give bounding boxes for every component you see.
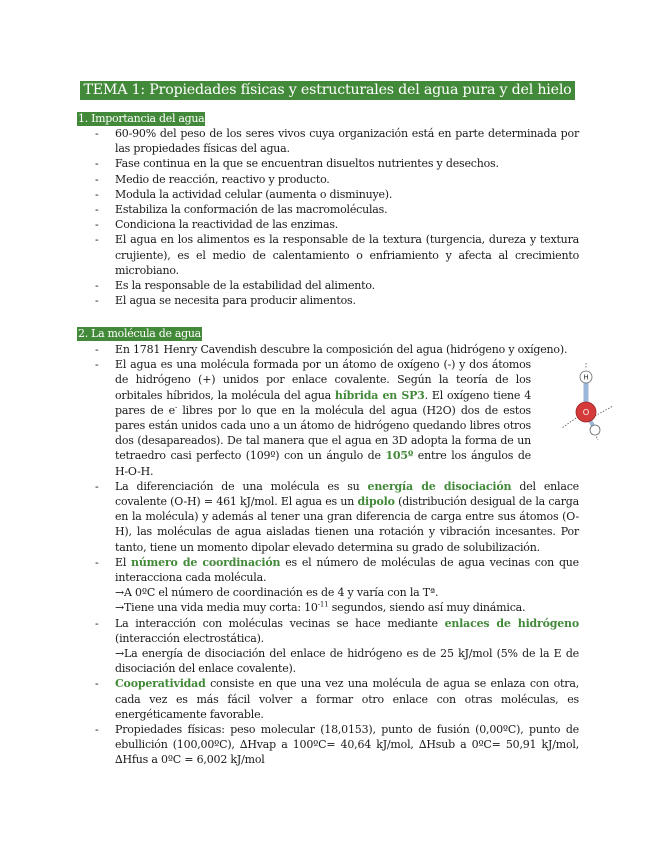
molecule-list <box>93 342 579 768</box>
hydrogen-atom <box>590 425 600 435</box>
importance-list <box>93 126 579 308</box>
highlight-term: enlaces de hidrógeno <box>444 616 579 630</box>
list-item: - En 1781 Henry Cavendish descubre la composición del agua (hidrógeno y oxígeno). <box>93 342 579 357</box>
page-title: TEMA 1: Propiedades físicas y estructurales del agua pura y del hielo <box>80 81 574 100</box>
list-item-cooperativity: - Cooperatividad consiste en que una vez una molécula de agua se enlaza con otra, cada vez es más fácil volver a formar otro enlace con otras moléculas, es energéticamente favorable. <box>93 676 579 722</box>
list-item: - Es la responsable de la estabilidad del alimento. <box>93 278 579 293</box>
list-item: - El agua en los alimentos es la responsable de la textura (turgencia, dureza y textura crujiente), es el medio de calentamiento o enfriamiento y afecta al crecimiento microbiano. <box>93 232 579 278</box>
list-item: - Condiciona la reactividad de las enzimas. <box>93 217 579 232</box>
list-item: - Estabiliza la conformación de las macromoléculas. <box>93 202 579 217</box>
list-item: - Modula la actividad celular (aumenta o disminuye). <box>93 187 579 202</box>
oxygen-label: O <box>582 408 590 417</box>
highlight-term: número de coordinación <box>131 555 281 569</box>
list-item-properties: - Propiedades físicas: peso molecular (18,0153), punto de fusión (0,00ºC), punto de ebullición (100,00ºC), ∆Hvap a 100ºC= 40,64 kJ/mol, ∆Hsub a 0ºC= 50,91 kJ/mol, ∆Hfus a 0ºC = 6,002 kJ/mol <box>93 722 579 768</box>
list-item: - Fase continua en la que se encuentran disueltos nutrientes y desechos. <box>93 156 579 171</box>
sub-note: →A 0ºC el número de coordinación es de 4 y varía con la Tª. <box>115 586 439 600</box>
highlight-term: Cooperatividad <box>115 677 206 691</box>
section-heading-molecule: 2. La molécula de agua <box>78 327 201 340</box>
list-item: - Medio de reacción, reactivo y producto. <box>93 172 579 187</box>
hydrogen-label: H <box>583 374 589 382</box>
list-item-coordination: - El número de coordinación es el número de moléculas de agua vecinas con que interacciona cada molécula. →A 0ºC el número de coordinación es de 4 y varía con la Tª. →Tiene una vida media muy corta: $10^{-11}$ segundos, siendo así muy dinámica. <box>93 555 579 616</box>
highlight-term: energía de disociación <box>367 479 512 493</box>
sub-note: →Tiene una vida media muy corta: $10^{-11}$ segundos, siendo así muy dinámica. <box>115 600 526 615</box>
page-title-wrap <box>0 79 655 98</box>
section-heading-importance: 1. Importancia del agua <box>78 112 205 125</box>
highlight-term: dipolo <box>357 495 395 509</box>
highlight-term: híbrida en SP3 <box>334 388 425 402</box>
list-item: - El agua se necesita para producir alimentos. <box>93 293 579 308</box>
list-item-dissociation: - La diferenciación de una molécula es su energía de disociación del enlace covalente (O-H) = 461 kJ/mol. El agua es un dipolo (distribución desigual de la carga en la molécula) y además al tener una gran diferencia de carga entre sus átomos (O-H), las moléculas de agua aisladas tienen una rotación y vibración incesantes. Por tanto, tiene un momento dipolar elevado determina su grado de solubilización. <box>93 479 579 555</box>
highlight-term: 105º <box>385 449 414 463</box>
water-molecule-diagram <box>558 360 618 442</box>
sub-note: →La energía de disociación del enlace de hidrógeno es de 25 kJ/mol (5% de la E de disociación del enlace covalente). <box>115 647 579 676</box>
list-item: - 60-90% del peso de los seres vivos cuya organización está en parte determinada por las propiedades físicas del agua. <box>93 126 579 156</box>
list-item-orbitals: - El agua es una molécula formada por un átomo de oxígeno (-) y dos átomos de hidrógeno (+) unidos por enlace covalente. Según la teoría de los orbitales híbridos, la molécula del agua híbrida en SP3. El oxígeno tiene 4 pares de e- libres por lo que en la molécula del agua (H2O) dos de estos pares están unidos cada uno a un átomo de hidrógeno quedando libres otros dos (desapareados). De tal manera que el agua en 3D adopta la forma de un tetraedro casi perfecto (109º) con un ángulo de 105º entre los ángulos de H-O-H. <box>93 357 579 479</box>
list-item-hydrogen-bonds: - La interacción con moléculas vecinas se hace mediante enlaces de hidrógeno (interacción electrostática). →La energía de disociación del enlace de hidrógeno es de 25 kJ/mol (5% de la E de disociación del enlace covalente). <box>93 616 579 677</box>
